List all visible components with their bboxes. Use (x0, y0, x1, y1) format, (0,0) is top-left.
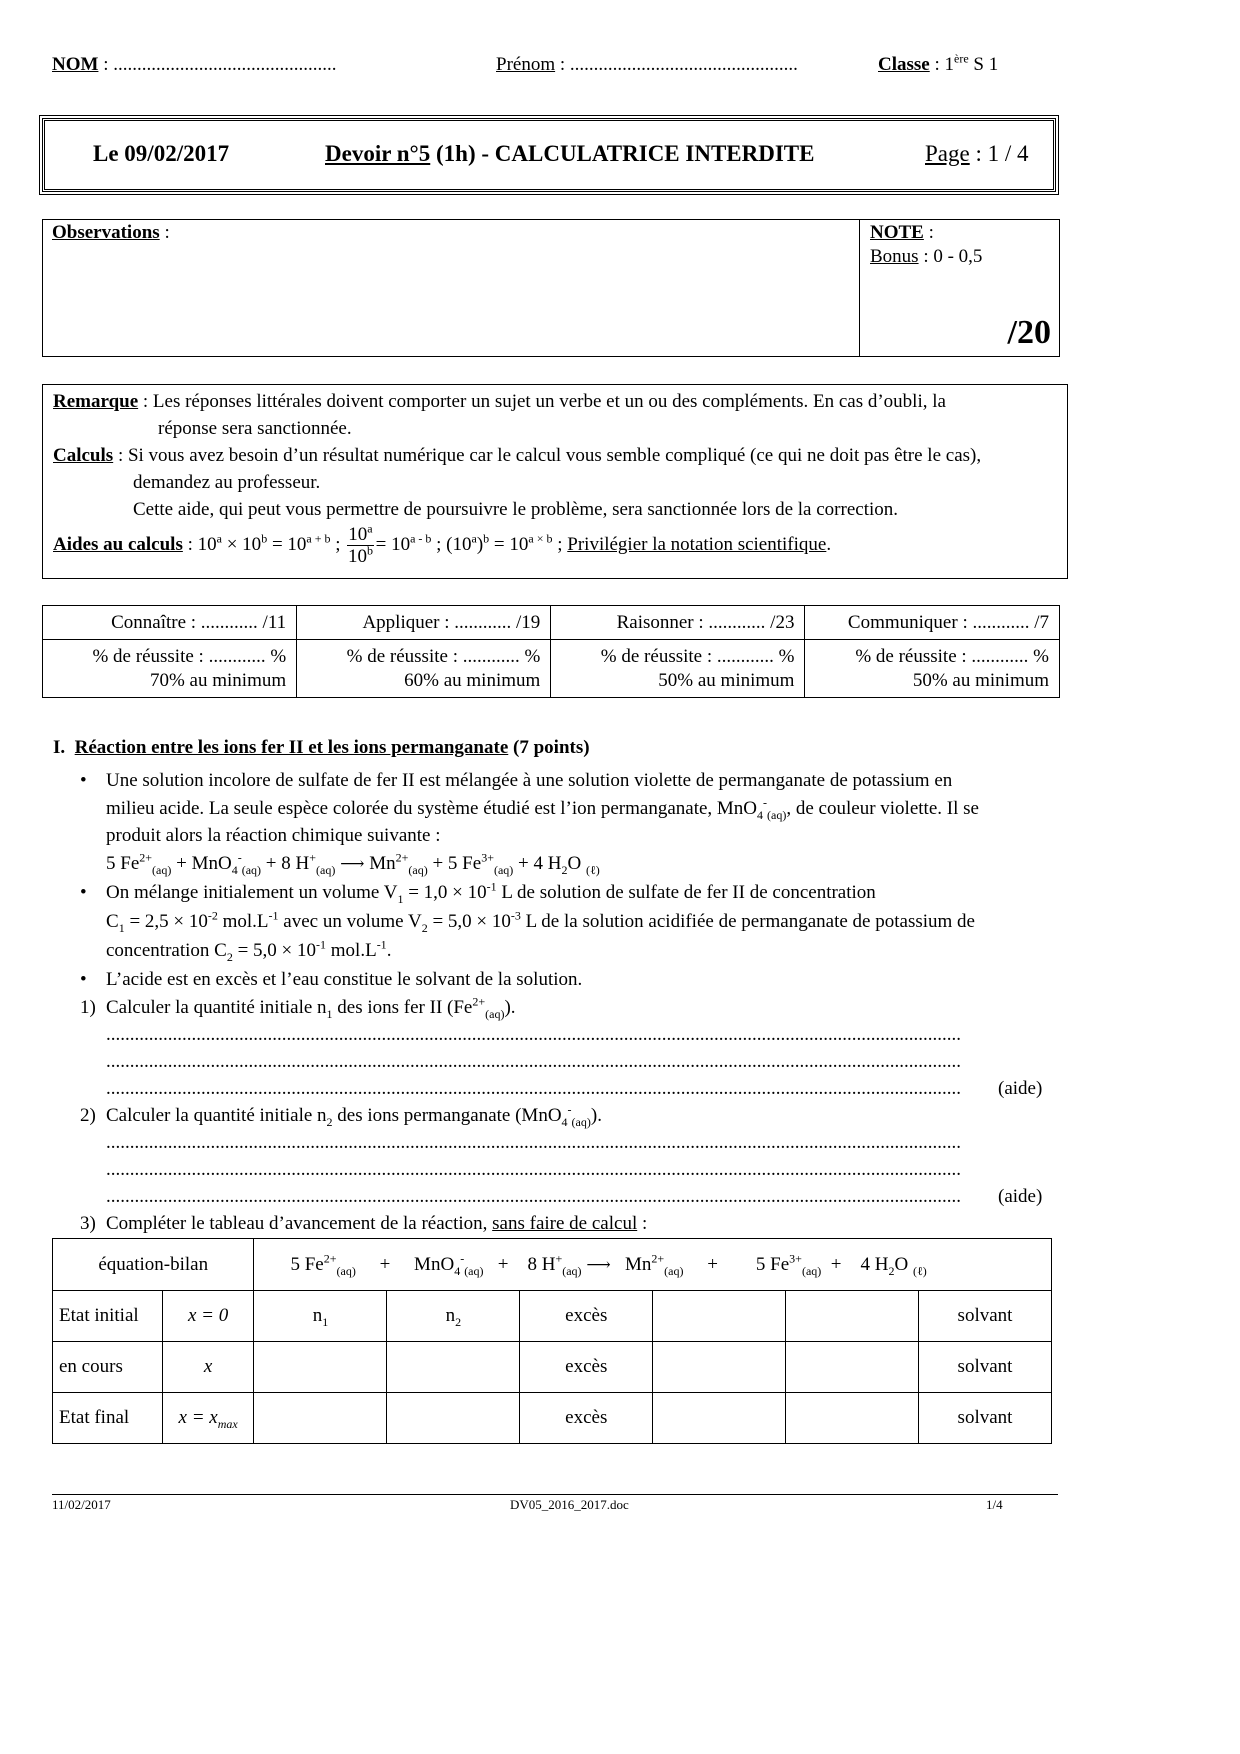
prenom-label: Prénom (496, 54, 556, 75)
answer-line[interactable]: .................................................................................................................................................................................... (106, 1051, 961, 1072)
nom-label: NOM (52, 54, 99, 75)
title-box (42, 118, 1056, 192)
bullet2-line2: $C_1 = 2,5 \times 10^{-2}$ $mol.L^{-1}$ avec un volume $V_2 = 5,0 \times 10^{-3}$ L de la solution acidifiée de permanganate de potassium de (106, 908, 975, 935)
q3-number: 3) (80, 1213, 96, 1234)
exam-date: Le 09/02/2017 (93, 141, 230, 166)
answer-line[interactable]: .................................................................................................................................................................................... (106, 1132, 961, 1153)
q1-number: 1) (80, 997, 96, 1018)
table-cell[interactable] (653, 1291, 786, 1342)
divider (859, 220, 860, 356)
page-indicator: Page : 1 / 4 (925, 141, 1029, 166)
bullet-icon: • (80, 770, 87, 791)
aide-link[interactable]: (aide) (998, 1186, 1043, 1207)
prenom-field[interactable] (496, 54, 798, 76)
skill-appliquer: Appliquer : ............ /19 (297, 606, 551, 640)
footer-date: 11/02/2017 (52, 1497, 111, 1512)
table-cell[interactable] (786, 1342, 919, 1393)
fraction: $\frac{10^a}{10^b}$ (347, 521, 373, 567)
q1-text: Calculer la quantité initiale $n_1$ des ions fer II $(Fe^{2+}_{(aq)})$. (106, 994, 516, 1021)
table-equation: 5 $Fe^{2+}_{(aq)}$ + MnO$_4$-$_{(aq)}$ + 8 $H^+_{(aq)}$ ⟶ $Mn^{2+}_{(aq)}$ + 5 $Fe^{3+}_{(aq)}$ + 4 $H_2O$ $_{(\ell)}$ (254, 1239, 1052, 1291)
advancement-table (52, 1238, 1052, 1444)
prenom-dots: : ................................................ (555, 54, 798, 75)
skills-table (42, 605, 1060, 698)
answer-line[interactable]: .................................................................................................................................................................................... (106, 1186, 961, 1207)
reaction-equation: 5 $Fe^{2+}_{(aq)} + MnO_4^-_{(aq)} + 8$ $H^+_{(aq)}$ ⟶ $Mn^{2+}_{(aq)} + 5$ $Fe^{3+}_{(aq)} + 4$ $H_2O$ $_{(\ell)}$ (106, 850, 600, 877)
skill-raisonner: Raisonner : ............ /23 (551, 606, 805, 640)
table-row: Etat initial x = 0 $n_1$ $n_2$ excès solvant (53, 1291, 1052, 1342)
nom-dots: : ............................................... (98, 54, 337, 75)
bullet-icon: • (80, 882, 87, 903)
remarks-box (42, 384, 1068, 579)
skill-result: % de réussite : ............ % 70% au minimum (43, 640, 297, 698)
footer-file: DV05_2016_2017.doc (510, 1497, 629, 1512)
classe-field: Classe : 1ère S 1 (878, 51, 999, 75)
answer-line[interactable]: .................................................................................................................................................................................... (106, 1078, 961, 1099)
remarque-line2: réponse sera sanctionnée. (158, 418, 352, 439)
table-cell[interactable] (786, 1291, 919, 1342)
table-cell[interactable] (653, 1342, 786, 1393)
aides-line: Aides au calculs : $10^a \times 10^b = 10^{a + b}$ ; $\frac{10^a}{10^b}$ = $10^{a - b}$ ; $(10^a)^b = 10^{a \times b}$ ; Privilégier la notation scientifique. (53, 521, 832, 567)
nom-field[interactable] (52, 54, 336, 76)
classe-label: Classe (878, 54, 930, 75)
observations-label: Observations : (52, 222, 170, 243)
q3-text: Compléter le tableau d’avancement de la réaction, sans faire de calcul : (106, 1213, 648, 1234)
note-label: NOTE : (870, 222, 934, 243)
table-row: en cours x excès solvant (53, 1342, 1052, 1393)
calculs-line: Calculs : Si vous avez besoin d’un résultat numérique car le calcul vous semble compliqué (ce qui ne doit pas être le cas), (53, 445, 982, 466)
table-cell[interactable]: $n_1$ (254, 1291, 387, 1342)
bullet1-line2: milieu acide. La seule espèce colorée du système étudié est l’ion permanganate, MnO$_4$-$_{(aq)}$, de couleur violette. Il se (106, 795, 979, 822)
skill-communiquer: Communiquer : ............ /7 (805, 606, 1060, 640)
note-total: /20 (1007, 314, 1051, 351)
q2-number: 2) (80, 1105, 96, 1126)
table-cell[interactable] (254, 1393, 387, 1444)
exam-title: Devoir n°5 (1h) - CALCULATRICE INTERDITE (325, 141, 815, 166)
skill-result: % de réussite : ............ % 50% au minimum (551, 640, 805, 698)
calculs-line2: demandez au professeur. (133, 472, 321, 493)
table-cell[interactable] (653, 1393, 786, 1444)
bullet1-line3: produit alors la réaction chimique suivante : (106, 825, 441, 846)
table-cell[interactable] (254, 1342, 387, 1393)
bullet2-line3: concentration $C_2 = 5,0 \times 10^{-1}$ $mol.L^{-1}$. (106, 937, 392, 964)
footer-page: 1/4 (986, 1497, 1003, 1512)
bullet3: L’acide est en excès et l’eau constitue le solvant de la solution. (106, 969, 583, 990)
table-cell[interactable] (786, 1393, 919, 1444)
table-cell[interactable]: $n_2$ (387, 1291, 520, 1342)
skill-connaitre: Connaître : ............ /11 (43, 606, 297, 640)
equation-label: équation-bilan (53, 1239, 254, 1291)
answer-line[interactable]: .................................................................................................................................................................................... (106, 1024, 961, 1045)
q2-text: Calculer la quantité initiale $n_2$ des ions permanganate (MnO$_4$-$_{(aq)}$). (106, 1102, 602, 1129)
skill-result: % de réussite : ............ % 60% au minimum (297, 640, 551, 698)
bonus-label: Bonus : 0 - 0,5 (870, 246, 983, 267)
aide-link[interactable]: (aide) (998, 1078, 1043, 1099)
observations-box (42, 219, 1060, 357)
bullet2-line1: On mélange initialement un volume $V_1 = 1,0 \times 10^{-1}$ L de solution de sulfate de fer II de concentration (106, 879, 876, 906)
answer-line[interactable]: .................................................................................................................................................................................... (106, 1159, 961, 1180)
section-heading: I. Réaction entre les ions fer II et les ions permanganate (7 points) (53, 737, 590, 758)
bullet1-line1: Une solution incolore de sulfate de fer II est mélangée à une solution violette de permanganate de potassium en (106, 770, 953, 791)
aides-tip: Privilégier la notation scientifique (567, 533, 827, 555)
bullet-icon: • (80, 969, 87, 990)
calculs-line3: Cette aide, qui peut vous permettre de poursuivre le problème, sera sanctionnée lors de la correction. (133, 499, 899, 520)
table-row: Etat final $x = x_{max}$ excès solvant (53, 1393, 1052, 1444)
table-cell[interactable] (387, 1342, 520, 1393)
table-cell[interactable] (387, 1393, 520, 1444)
footer-rule (52, 1494, 1058, 1495)
remarque-line: Remarque : Les réponses littérales doivent comporter un sujet un verbe et un ou des compléments. En cas d’oubli, la (53, 391, 946, 412)
skill-result: % de réussite : ............ % 50% au minimum (805, 640, 1060, 698)
